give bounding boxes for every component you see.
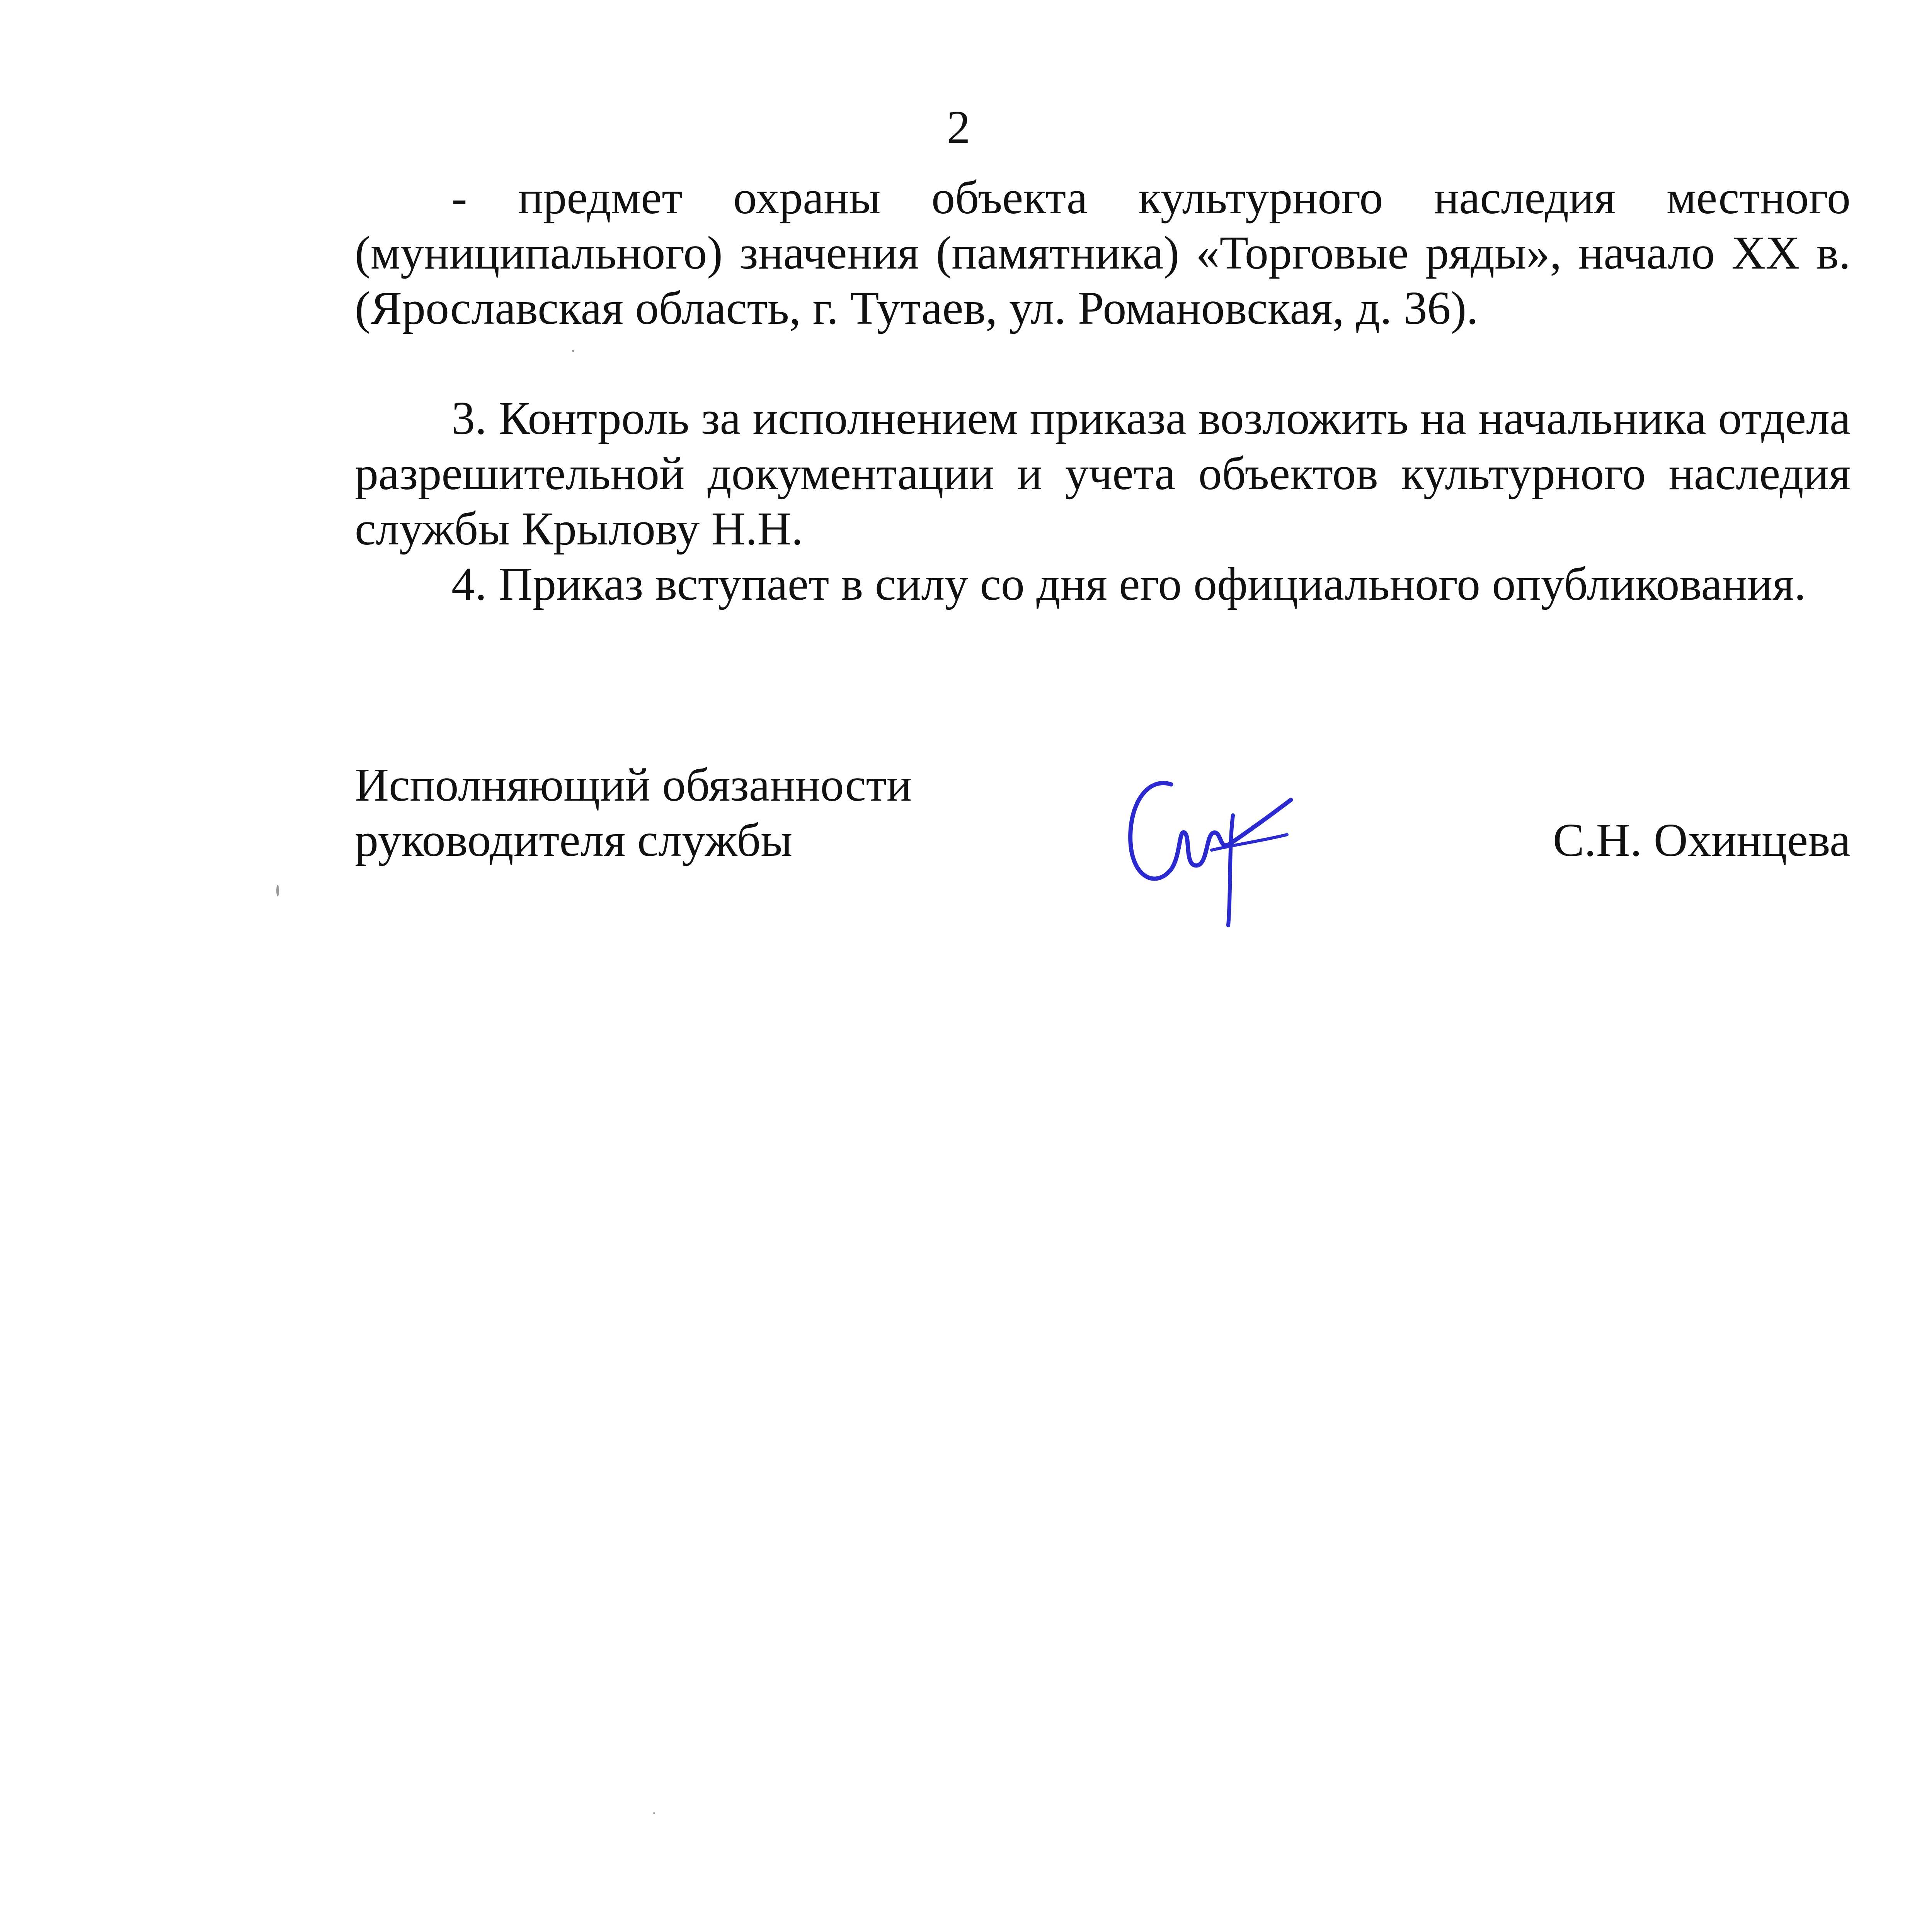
handwritten-signature bbox=[1113, 761, 1299, 931]
page-number: 2 bbox=[947, 101, 970, 153]
document-body bbox=[355, 170, 1851, 612]
signatory-name: С.Н. Охинцева bbox=[1553, 814, 1851, 866]
paragraph-control: 3. Контроль за исполнением приказа возложить на начальника отдела разрешительной документации и учета объектов культурного наследия службы Крылову Н.Н. bbox=[355, 392, 1851, 555]
paragraph-protection-subject: - предмет охраны объекта культурного наследия местного (муниципального) значения (памятника) «Торговые ряды», начало XX в. (Ярославская область, г. Тутаев, ул. Романовская, д. 36). bbox=[355, 172, 1851, 334]
scan-speck bbox=[653, 1812, 655, 1814]
signatory-position-line-2: руководителя службы bbox=[355, 814, 793, 866]
paragraph-effective-date: 4. Приказ вступает в силу со дня его официального опубликования. bbox=[451, 558, 1806, 610]
scan-speck bbox=[572, 350, 574, 352]
signatory-position bbox=[355, 757, 912, 868]
paragraph-spacer bbox=[355, 336, 1851, 391]
scan-speck bbox=[276, 885, 279, 896]
signatory-position-line-1: Исполняющий обязанности bbox=[355, 759, 912, 811]
